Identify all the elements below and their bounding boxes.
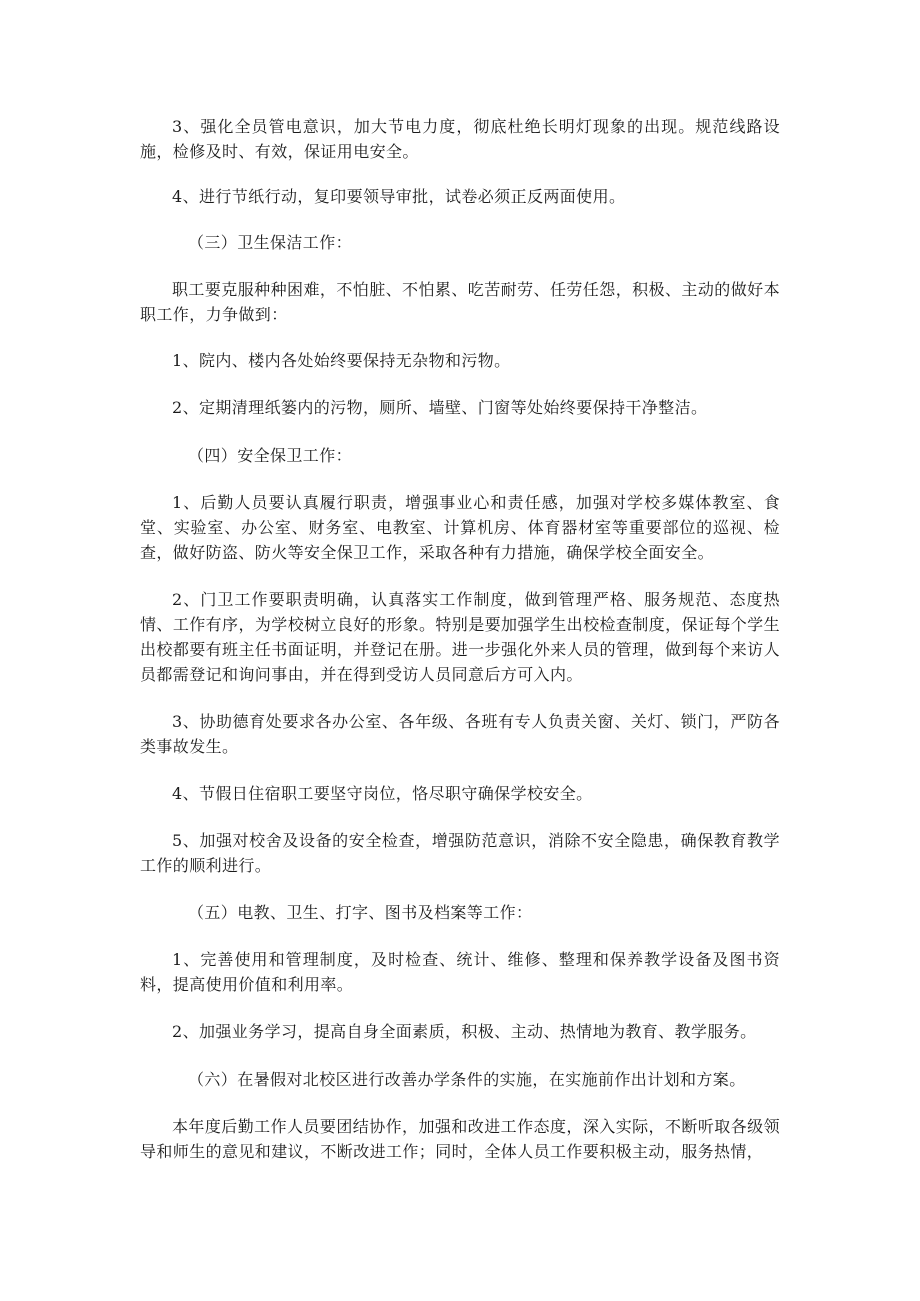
section-heading-north-campus: （六）在暑假对北校区进行改善办学条件的实施，在实施前作出计划和方案。 (188, 1070, 746, 1089)
paragraph-security-item-4: 4、节假日住宿职工要坚守岗位，恪尽职守确保学校安全。 (172, 784, 593, 803)
paragraph-security-item-2: 2、门卫工作要职责明确，认真落实工作制度，做到管理严格、服务规范、态度热情、工作有序，为学校树立良好的形象。特别是要加强学生出校检查制度，保证每个学生出校都要有班主任书面证明，并登记在册。进一步强化外来人员的管理，做到每个来访人员都需登记和询问事由，并在得到受访人员同意后方可入内。 (140, 590, 780, 684)
paragraph-electricity-awareness: 3、强化全员管电意识，加大节电力度，彻底杜绝长明灯现象的出现。规范线路设施，检修及时、有效，保证用电安全。 (140, 117, 780, 161)
paragraph-paper-saving: 4、进行节纸行动，复印要领导审批，试卷必须正反两面使用。 (172, 187, 626, 206)
section-heading-av-archives: （五）电教、卫生、打字、图书及档案等工作： (188, 903, 533, 922)
section-heading-security: （四）安全保卫工作： (188, 446, 353, 465)
paragraph-sanitation-item-1: 1、院内、楼内各处始终要保持无杂物和污物。 (172, 351, 511, 370)
paragraph-av-item-2: 2、加强业务学习，提高自身全面素质，积极、主动、热情地为教育、教学服务。 (172, 1022, 757, 1041)
paragraph-closing: 本年度后勤工作人员要团结协作，加强和改进工作态度，深入实际，不断听取各级领导和师生的意见和建议，不断改进工作；同时，全体人员工作要积极主动，服务热情， (140, 1117, 780, 1161)
paragraph-security-item-3: 3、协助德育处要求各办公室、各年级、各班有专人负责关窗、关灯、锁门，严防各类事故发生。 (140, 712, 780, 756)
section-heading-sanitation: （三）卫生保洁工作： (188, 233, 353, 252)
paragraph-staff-duties: 职工要克服种种困难，不怕脏、不怕累、吃苦耐劳、任劳任怨，积极、主动的做好本职工作，力争做到： (140, 280, 780, 324)
paragraph-av-item-1: 1、完善使用和管理制度，及时检查、统计、维修、整理和保养教学设备及图书资料，提高使用价值和利用率。 (140, 950, 780, 994)
paragraph-security-item-1: 1、后勤人员要认真履行职责，增强事业心和责任感，加强对学校多媒体教室、食堂、实验室、办公室、财务室、电教室、计算机房、体育器材室等重要部位的巡视、检查，做好防盗、防火等安全保卫工作，采取各种有力措施，确保学校全面安全。 (140, 493, 780, 562)
paragraph-sanitation-item-2: 2、定期清理纸篓内的污物，厕所、墙壁、门窗等处始终要保持干净整洁。 (172, 398, 708, 417)
paragraph-security-item-5: 5、加强对校舍及设备的安全检查，增强防范意识，消除不安全隐患，确保教育教学工作的顺利进行。 (140, 831, 780, 875)
